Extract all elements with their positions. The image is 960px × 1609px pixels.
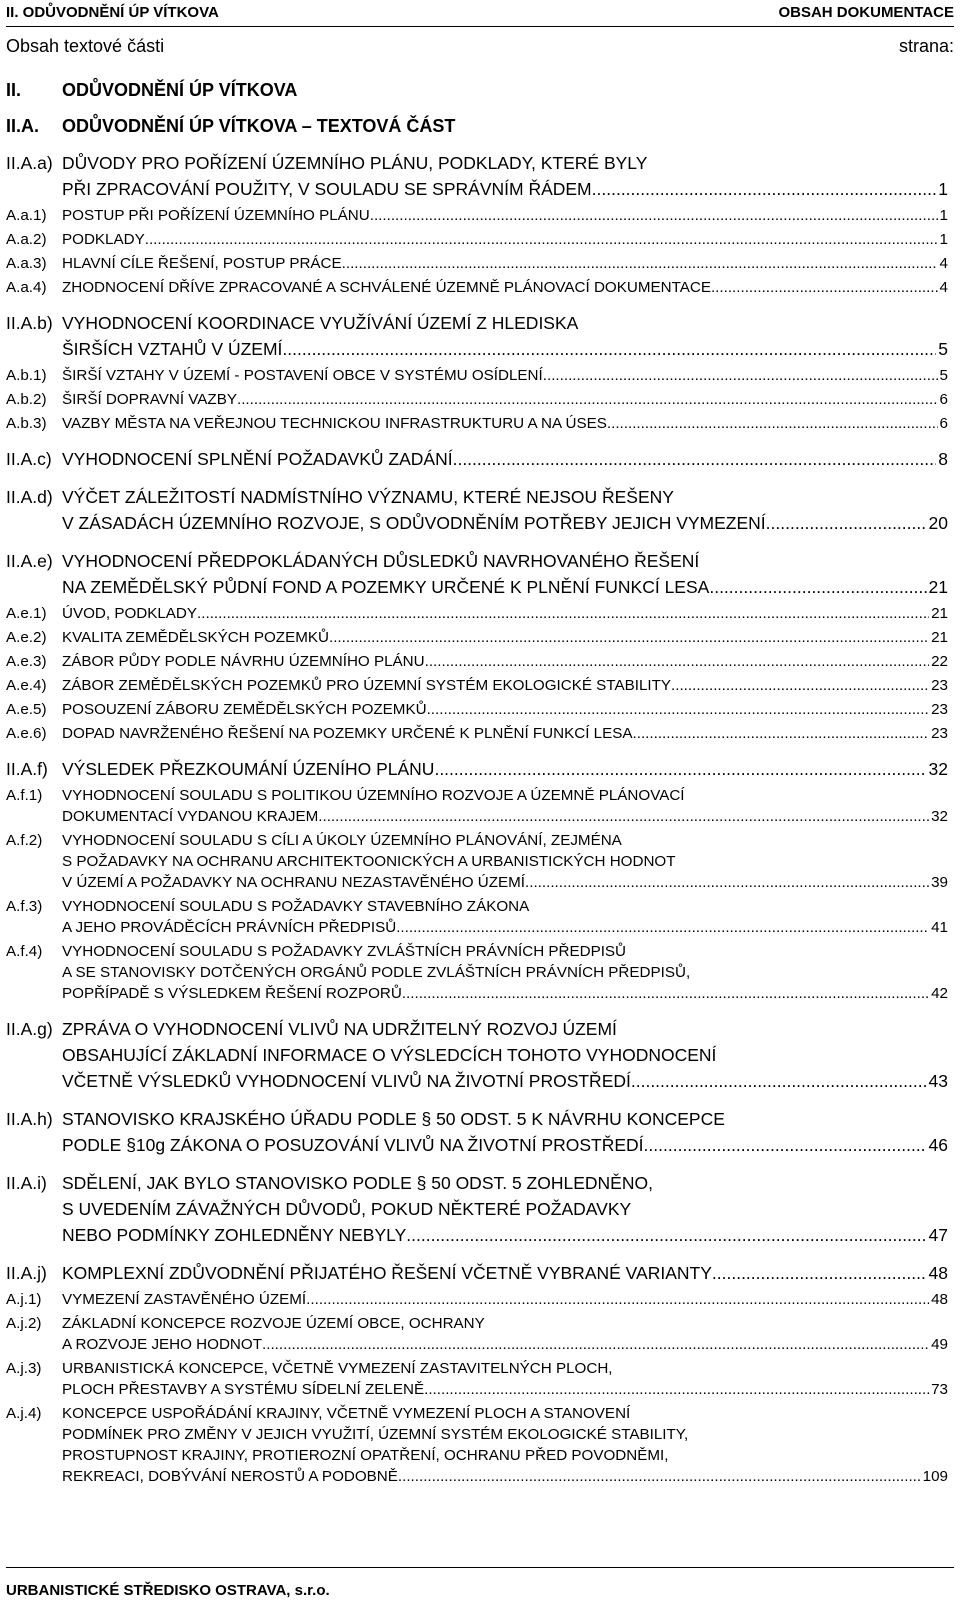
toc-subsection-entry[interactable] (6, 229, 948, 250)
entry-title (62, 548, 948, 600)
entry-line: NA ZEMĚDĚLSKÝ PŮDNÍ FOND A POZEMKY URČENÉ K PLNĚNÍ FUNKCÍ LESA (62, 577, 710, 597)
dot-leader (402, 983, 929, 1004)
entry-line: VYHODNOCENÍ SOULADU S CÍLI A ÚKOLY ÚZEMNÍHO PLÁNOVÁNÍ, ZEJMÉNA (62, 832, 622, 849)
page-number: 41 (931, 919, 948, 936)
entry-line: ŠIRŠÍ DOPRAVNÍ VAZBY (62, 391, 237, 408)
toc-section-entry[interactable] (6, 1170, 948, 1248)
entry-code: II.A.i) (6, 1173, 47, 1193)
entry-line: ZÁBOR PŮDY PODLE NÁVRHU ÚZEMNÍHO PLÁNU (62, 653, 425, 670)
entry-line: DOPAD NAVRŽENÉHO ŘEŠENÍ NA POZEMKY URČENÉ K PLNĚNÍ FUNKCÍ LESA (62, 725, 633, 742)
page-number: 1 (938, 179, 948, 199)
chapter-code: II. (6, 80, 22, 100)
entry-line: ZPRÁVA O VYHODNOCENÍ VLIVŮ NA UDRŽITELNÝ ROZVOJ ÚZEMÍ (62, 1019, 617, 1039)
entry-line: PROSTUPNOST KRAJINY, PROTIEROZNÍ OPATŘENÍ, OCHRANU PŘED POVODNĚMI, (62, 1447, 669, 1464)
entry-code: A.f.4) (6, 943, 43, 960)
entry-line: PODLE §10g ZÁKONA O POSUZOVÁNÍ VLIVŮ NA ŽIVOTNÍ PROSTŘEDÍ (62, 1135, 644, 1155)
entry-title (62, 1289, 948, 1310)
entry-title (62, 150, 948, 202)
dot-leader (607, 413, 938, 434)
entry-code: A.j.4) (6, 1405, 42, 1422)
entry-line: PODMÍNEK PRO ZMĚNY V JEJICH VYUŽITÍ, ÚZEMNÍ SYSTÉM EKOLOGICKÉ STABILITY, (62, 1426, 689, 1443)
entry-code: A.e.6) (6, 725, 47, 742)
page-number: 48 (928, 1263, 948, 1283)
entry-title (62, 675, 948, 696)
entry-code: II.A.e) (6, 551, 53, 571)
toc-section-entry[interactable] (6, 484, 948, 536)
toc-subsection-entry[interactable] (6, 389, 948, 410)
entry-last-line (62, 253, 948, 274)
entry-last-line (62, 1132, 948, 1158)
toc-subsection-entry[interactable] (6, 830, 948, 893)
entry-title (62, 1016, 948, 1094)
dot-leader (711, 277, 938, 298)
toc-subsection-entry[interactable] (6, 1313, 948, 1355)
page-number: 39 (931, 874, 948, 891)
entry-title (62, 1403, 948, 1487)
entry-line: DŮVODY PRO POŘÍZENÍ ÚZEMNÍHO PLÁNU, PODKLADY, KTERÉ BYLY (62, 153, 648, 173)
entry-line: ZÁBOR ZEMĚDĚLSKÝCH POZEMKŮ PRO ÚZEMNÍ SYSTÉM EKOLOGICKÉ STABILITY (62, 677, 672, 694)
chapter-text: ODŮVODNĚNÍ ÚP VÍTKOVA (62, 80, 298, 100)
entry-last-line (62, 365, 948, 386)
entry-title (62, 277, 948, 298)
dot-leader (631, 1068, 927, 1094)
page-number: 21 (928, 577, 948, 597)
page-number: 32 (931, 808, 948, 825)
dot-leader (633, 723, 930, 744)
entry-title (62, 446, 948, 472)
entry-line: VYHODNOCENÍ PŘEDPOKLÁDANÝCH DŮSLEDKŮ NAVRHOVANÉHO ŘEŠENÍ (62, 551, 700, 571)
entry-title (62, 723, 948, 744)
entry-line: VYHODNOCENÍ SOULADU S POŽADAVKY STAVEBNÍHO ZÁKONA (62, 898, 530, 915)
page-footer: URBANISTICKÉ STŘEDISKO OSTRAVA, s.r.o. (6, 1567, 954, 1599)
entry-code: II.A.a) (6, 153, 53, 173)
header-right: OBSAH DOKUMENTACE (778, 4, 954, 21)
entry-code: II.A.j) (6, 1263, 47, 1283)
toc-subsection-entry[interactable] (6, 627, 948, 648)
entry-code: A.b.3) (6, 415, 47, 432)
entry-last-line (62, 389, 948, 410)
entry-code: A.b.1) (6, 367, 47, 384)
entry-code: A.e.2) (6, 629, 47, 646)
entry-line: DOKUMENTACÍ VYDANOU KRAJEM (62, 808, 319, 825)
table-of-contents (6, 80, 948, 1487)
entry-last-line (62, 983, 948, 1004)
entry-line: A JEHO PROVÁDĚCÍCH PRÁVNÍCH PŘEDPISŮ (62, 919, 397, 936)
toc-section-entry[interactable] (6, 756, 948, 782)
toc-subsection-entry[interactable] (6, 699, 948, 720)
entry-line: A SE STANOVISKY DOTČENÝCH ORGÁNŮ PODLE ZVLÁŠTNÍCH PRÁVNÍCH PŘEDPISŮ, (62, 964, 691, 981)
dot-leader (434, 756, 926, 782)
toc-section-entry[interactable] (6, 446, 948, 472)
entry-last-line (62, 336, 948, 362)
entry-line: OBSAHUJÍCÍ ZÁKLADNÍ INFORMACE O VÝSLEDCÍCH TOHOTO VYHODNOCENÍ (62, 1045, 717, 1065)
entry-code: A.e.3) (6, 653, 47, 670)
page-number: 23 (931, 677, 948, 694)
toc-section-entry[interactable] (6, 1260, 948, 1286)
page-number: 49 (931, 1336, 948, 1353)
entry-line: VYHODNOCENÍ SOULADU S POLITIKOU ÚZEMNÍHO ROZVOJE A ÚZEMNĚ PLÁNOVACÍ (62, 787, 685, 804)
entry-title (62, 365, 948, 386)
page-number: 46 (928, 1135, 948, 1155)
entry-line: A ROZVOJE JEHO HODNOT (62, 1336, 262, 1353)
toc-subsection-entry[interactable] (6, 941, 948, 1004)
chapter-title (6, 80, 948, 102)
entry-line: S UVEDENÍM ZÁVAŽNÝCH DŮVODŮ, POKUD NĚKTERÉ POŽADAVKY (62, 1199, 632, 1219)
entry-last-line (62, 1379, 948, 1400)
chapter-code: II.A. (6, 116, 40, 136)
entry-line: S POŽADAVKY NA OCHRANU ARCHITEKTOONICKÝCH A URBANISTICKÝCH HODNOT (62, 853, 676, 870)
entry-line: VYMEZENÍ ZASTAVĚNÉHO ÚZEMÍ (62, 1291, 307, 1308)
header-left: II. ODŮVODNĚNÍ ÚP VÍTKOVA (6, 4, 219, 21)
entry-code: A.a.1) (6, 207, 47, 224)
entry-last-line (62, 1068, 948, 1094)
entry-last-line (62, 574, 948, 600)
page-number: 21 (931, 605, 948, 622)
entry-last-line (62, 1466, 948, 1487)
page-number: 8 (938, 449, 948, 469)
entry-line: ZÁKLADNÍ KONCEPCE ROZVOJE ÚZEMÍ OBCE, OCHRANY (62, 1315, 485, 1332)
entry-last-line (62, 1334, 948, 1355)
entry-last-line (62, 510, 948, 536)
chapter-title (6, 116, 948, 138)
entry-last-line (62, 806, 948, 827)
dot-leader (237, 389, 938, 410)
dot-leader (543, 365, 938, 386)
dot-leader (425, 651, 929, 672)
dot-leader (766, 510, 927, 536)
entry-last-line (62, 603, 948, 624)
entry-title (62, 627, 948, 648)
dot-leader (398, 1466, 921, 1487)
dot-leader (370, 205, 938, 226)
entry-line: VYHODNOCENÍ SPLNĚNÍ POŽADAVKŮ ZADÁNÍ (62, 449, 453, 469)
page-number: 22 (931, 653, 948, 670)
page-number: 20 (928, 513, 948, 533)
dot-leader (282, 336, 936, 362)
entry-last-line (62, 205, 948, 226)
dot-leader (712, 1260, 927, 1286)
entry-title (62, 603, 948, 624)
entry-last-line (62, 413, 948, 434)
entry-last-line (62, 756, 948, 782)
page-column-label: strana: (898, 36, 954, 56)
entry-line: V ZÁSADÁCH ÚZEMNÍHO ROZVOJE, S ODŮVODNĚNÍM POTŘEBY JEJICH VYMEZENÍ (62, 513, 766, 533)
chapter-text: ODŮVODNĚNÍ ÚP VÍTKOVA – TEXTOVÁ ČÁST (62, 116, 456, 136)
entry-line: POPŘÍPADĚ S VÝSLEDKEM ŘEŠENÍ ROZPORŮ (62, 985, 402, 1002)
entry-line: VÝSLEDEK PŘEZKOUMÁNÍ ÚZENÍHO PLÁNU (62, 759, 435, 779)
dot-leader (525, 872, 929, 893)
dot-leader (145, 229, 938, 250)
entry-code: A.a.3) (6, 255, 47, 272)
entry-line: VÝČET ZÁLEŽITOSTÍ NADMÍSTNÍHO VÝZNAMU, KTERÉ NEJSOU ŘEŠENY (62, 487, 674, 507)
dot-leader (396, 917, 929, 938)
dot-leader (453, 446, 937, 472)
dot-leader (671, 675, 929, 696)
entry-code: A.f.1) (6, 787, 43, 804)
entry-title (62, 310, 948, 362)
entry-line: NEBO PODMÍNKY ZOHLEDNĚNY NEBYLY (62, 1225, 407, 1245)
page-number: 23 (931, 725, 948, 742)
contents-subheader (6, 36, 954, 57)
toc-subsection-entry[interactable] (6, 365, 948, 386)
entry-title (62, 830, 948, 893)
entry-line: VYHODNOCENÍ KOORDINACE VYUŽÍVÁNÍ ÚZEMÍ Z HLEDISKA (62, 313, 579, 333)
toc-section-entry[interactable] (6, 548, 948, 600)
dot-leader (306, 1289, 929, 1310)
entry-last-line (62, 277, 948, 298)
toc-subsection-entry[interactable] (6, 205, 948, 226)
entry-last-line (62, 1289, 948, 1310)
page-number: 1 (939, 231, 948, 248)
page-number: 4 (939, 279, 948, 296)
entry-title (62, 1313, 948, 1355)
page-number: 5 (938, 339, 948, 359)
entry-title (62, 1358, 948, 1400)
entry-line: KVALITA ZEMĚDĚLSKÝCH POZEMKŮ (62, 629, 329, 646)
entry-code: A.a.4) (6, 279, 47, 296)
toc-subsection-entry[interactable] (6, 723, 948, 744)
entry-line: ZHODNOCENÍ DŘÍVE ZPRACOVANÉ A SCHVÁLENÉ ÚZEMNĚ PLÁNOVACÍ DOKUMENTACE (62, 279, 711, 296)
entry-code: A.j.3) (6, 1360, 42, 1377)
entry-title (62, 941, 948, 1004)
entry-title (62, 205, 948, 226)
entry-title (62, 785, 948, 827)
page-number: 6 (939, 415, 948, 432)
entry-title (62, 413, 948, 434)
entry-code: A.f.2) (6, 832, 43, 849)
entry-title (62, 253, 948, 274)
entry-title (62, 484, 948, 536)
toc-subsection-entry[interactable] (6, 603, 948, 624)
entry-line: VAZBY MĚSTA NA VEŘEJNOU TECHNICKOU INFRASTRUKTURU A NA ÚSES (62, 415, 607, 432)
page-number: 43 (928, 1071, 948, 1091)
toc-subsection-entry[interactable] (6, 277, 948, 298)
page-number: 47 (928, 1225, 948, 1245)
toc-subsection-entry[interactable] (6, 675, 948, 696)
entry-code: A.e.4) (6, 677, 47, 694)
page-number: 42 (931, 985, 948, 1002)
dot-leader (644, 1132, 927, 1158)
entry-last-line (62, 651, 948, 672)
entry-last-line (62, 176, 948, 202)
entry-line: V ÚZEMÍ A POŽADAVKY NA OCHRANU NEZASTAVĚNÉHO ÚZEMÍ (62, 874, 526, 891)
entry-last-line (62, 917, 948, 938)
entry-line: PLOCH PŘESTAVBY A SYSTÉMU SÍDELNÍ ZELENĚ (62, 1381, 425, 1398)
entry-line: VYHODNOCENÍ SOULADU S POŽADAVKY ZVLÁŠTNÍCH PRÁVNÍCH PŘEDPISŮ (62, 943, 627, 960)
entry-line: URBANISTICKÁ KONCEPCE, VČETNĚ VYMEZENÍ ZASTAVITELNÝCH PLOCH, (62, 1360, 613, 1377)
toc-subsection-entry[interactable] (6, 896, 948, 938)
entry-code: II.A.b) (6, 313, 53, 333)
contents-title: Obsah textové části (6, 36, 165, 56)
entry-last-line (62, 446, 948, 472)
entry-line: ŠIRŠÍCH VZTAHŮ V ÚZEMÍ (62, 339, 283, 359)
toc-subsection-entry[interactable] (6, 253, 948, 274)
entry-code: II.A.f) (6, 759, 48, 779)
toc-subsection-entry[interactable] (6, 413, 948, 434)
page-number: 23 (931, 701, 948, 718)
entry-last-line (62, 699, 948, 720)
dot-leader (342, 253, 938, 274)
entry-code: A.a.2) (6, 231, 47, 248)
page-number: 73 (931, 1381, 948, 1398)
page-number: 48 (931, 1291, 948, 1308)
page-number: 4 (939, 255, 948, 272)
entry-last-line (62, 872, 948, 893)
dot-leader (424, 1379, 929, 1400)
entry-line: KONCEPCE USPOŘÁDÁNÍ KRAJINY, VČETNĚ VYMEZENÍ PLOCH A STANOVENÍ (62, 1405, 631, 1422)
entry-title (62, 229, 948, 250)
dot-leader (406, 1222, 926, 1248)
page-number: 1 (939, 207, 948, 224)
dot-leader (592, 176, 937, 202)
entry-code: A.e.1) (6, 605, 47, 622)
entry-last-line (62, 723, 948, 744)
entry-code: A.j.1) (6, 1291, 42, 1308)
entry-last-line (62, 675, 948, 696)
entry-title (62, 896, 948, 938)
page-number: 21 (931, 629, 948, 646)
page-header (6, 4, 954, 27)
entry-last-line (62, 1222, 948, 1248)
entry-line: KOMPLEXNÍ ZDŮVODNĚNÍ PŘIJATÉHO ŘEŠENÍ VČETNĚ VYBRANÉ VARIANTY (62, 1263, 712, 1283)
toc-section-entry[interactable] (6, 1016, 948, 1094)
dot-leader (427, 699, 930, 720)
entry-code: A.e.5) (6, 701, 47, 718)
entry-code: II.A.d) (6, 487, 53, 507)
entry-last-line (62, 627, 948, 648)
entry-code: A.j.2) (6, 1315, 42, 1332)
entry-line: ÚVOD, PODKLADY (62, 605, 198, 622)
toc-section-entry[interactable] (6, 1106, 948, 1158)
entry-line: PŘI ZPRACOVÁNÍ POUŽITY, V SOULADU SE SPRÁVNÍM ŘÁDEM (62, 179, 592, 199)
dot-leader (262, 1334, 929, 1355)
entry-line: HLAVNÍ CÍLE ŘEŠENÍ, POSTUP PRÁCE (62, 255, 342, 272)
page-number: 6 (939, 391, 948, 408)
dot-leader (329, 627, 929, 648)
toc-section-entry[interactable] (6, 310, 948, 362)
entry-line: ŠIRŠÍ VZTAHY V ÚZEMÍ - POSTAVENÍ OBCE V SYSTÉMU OSÍDLENÍ (62, 367, 543, 384)
entry-last-line (62, 1260, 948, 1286)
page-number: 109 (922, 1468, 948, 1485)
entry-code: II.A.g) (6, 1019, 53, 1039)
entry-code: A.f.3) (6, 898, 43, 915)
entry-last-line (62, 229, 948, 250)
entry-code: A.b.2) (6, 391, 47, 408)
entry-title (62, 1170, 948, 1248)
toc-subsection-entry[interactable] (6, 1289, 948, 1310)
toc-subsection-entry[interactable] (6, 651, 948, 672)
entry-code: II.A.h) (6, 1109, 53, 1129)
toc-subsection-entry[interactable] (6, 1403, 948, 1487)
entry-title (62, 651, 948, 672)
entry-line: SDĚLENÍ, JAK BYLO STANOVISKO PODLE § 50 ODST. 5 ZOHLEDNĚNO, (62, 1173, 653, 1193)
dot-leader (709, 574, 926, 600)
entry-title (62, 1106, 948, 1158)
entry-line: POSTUP PŘI POŘÍZENÍ ÚZEMNÍHO PLÁNU (62, 207, 370, 224)
entry-title (62, 756, 948, 782)
entry-line: VČETNĚ VÝSLEDKŮ VYHODNOCENÍ VLIVŮ NA ŽIVOTNÍ PROSTŘEDÍ (62, 1071, 631, 1091)
page-number: 32 (928, 759, 948, 779)
entry-title (62, 699, 948, 720)
entry-code: II.A.c) (6, 449, 52, 469)
toc-subsection-entry[interactable] (6, 785, 948, 827)
toc-subsection-entry[interactable] (6, 1358, 948, 1400)
entry-line: POSOUZENÍ ZÁBORU ZEMĚDĚLSKÝCH POZEMKŮ (62, 701, 427, 718)
entry-title (62, 1260, 948, 1286)
toc-section-entry[interactable] (6, 150, 948, 202)
dot-leader (197, 603, 929, 624)
dot-leader (318, 806, 929, 827)
entry-title (62, 389, 948, 410)
page-number: 5 (939, 367, 948, 384)
entry-line: PODKLADY (62, 231, 145, 248)
entry-line: REKREACI, DOBÝVÁNÍ NEROSTŮ A PODOBNĚ (62, 1468, 398, 1485)
entry-line: STANOVISKO KRAJSKÉHO ÚŘADU PODLE § 50 ODST. 5 K NÁVRHU KONCEPCE (62, 1109, 725, 1129)
